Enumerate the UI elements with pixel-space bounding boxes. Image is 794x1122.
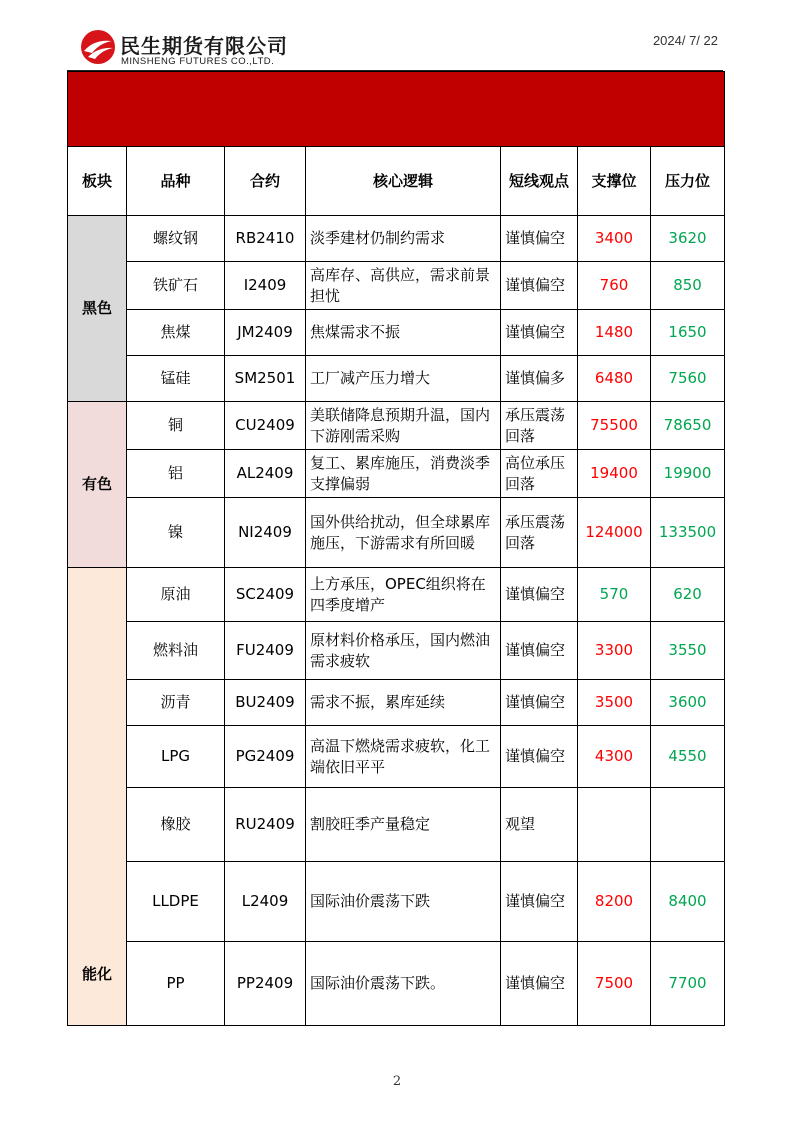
product-cell: PP xyxy=(127,942,225,1026)
product-cell: 锰硅 xyxy=(127,356,225,402)
red-banner xyxy=(68,72,725,147)
table-row xyxy=(68,216,725,262)
table-row xyxy=(68,402,725,450)
page-number: 2 xyxy=(392,1074,402,1089)
view-cell: 谨慎偏空 xyxy=(501,726,578,788)
contract-cell: I2409 xyxy=(225,262,306,310)
resistance-cell: 133500 xyxy=(651,498,725,568)
logic-cell: 上方承压，OPEC组织将在四季度增产 xyxy=(306,568,501,622)
logic-cell: 高温下燃烧需求疲软，化工端依旧平平 xyxy=(306,726,501,788)
table-row xyxy=(68,310,725,356)
support-cell: 8200 xyxy=(578,862,651,942)
view-cell: 谨慎偏空 xyxy=(501,216,578,262)
table-row xyxy=(68,622,725,680)
contract-cell: AL2409 xyxy=(225,450,306,498)
support-cell: 75500 xyxy=(578,402,651,450)
contract-cell: L2409 xyxy=(225,862,306,942)
company-name-cn: 民生期货有限公司 xyxy=(120,34,288,58)
table-row xyxy=(68,450,725,498)
company-logo xyxy=(80,27,320,71)
contract-cell: SC2409 xyxy=(225,568,306,622)
support-cell: 3500 xyxy=(578,680,651,726)
logic-cell: 复工、累库施压，消费淡季支撑偏弱 xyxy=(306,450,501,498)
col-header-view: 短线观点 xyxy=(501,147,578,216)
product-cell: 焦煤 xyxy=(127,310,225,356)
product-cell: 螺纹钢 xyxy=(127,216,225,262)
table-row xyxy=(68,568,725,622)
contract-cell: RB2410 xyxy=(225,216,306,262)
support-cell: 3300 xyxy=(578,622,651,680)
product-cell: 镍 xyxy=(127,498,225,568)
view-cell: 高位承压回落 xyxy=(501,450,578,498)
contract-cell: NI2409 xyxy=(225,498,306,568)
view-cell: 谨慎偏多 xyxy=(501,356,578,402)
contract-cell: JM2409 xyxy=(225,310,306,356)
logic-cell: 国际油价震荡下跌。 xyxy=(306,942,501,1026)
report-date: 2024/ 7/ 22 xyxy=(652,33,718,48)
company-name-en: MINSHENG FUTURES CO.,LTD. xyxy=(121,56,275,67)
header-row xyxy=(68,147,725,216)
logic-cell: 割胶旺季产量稳定 xyxy=(306,788,501,862)
support-cell: 6480 xyxy=(578,356,651,402)
product-cell: 沥青 xyxy=(127,680,225,726)
table-row xyxy=(68,788,725,862)
support-cell: 4300 xyxy=(578,726,651,788)
logic-cell: 焦煤需求不振 xyxy=(306,310,501,356)
logic-cell: 高库存、高供应，需求前景担忧 xyxy=(306,262,501,310)
support-cell: 570 xyxy=(578,568,651,622)
support-cell: 124000 xyxy=(578,498,651,568)
col-header-support: 支撑位 xyxy=(578,147,651,216)
table-row xyxy=(68,356,725,402)
resistance-cell: 3550 xyxy=(651,622,725,680)
resistance-cell: 4550 xyxy=(651,726,725,788)
resistance-cell: 3620 xyxy=(651,216,725,262)
support-cell: 19400 xyxy=(578,450,651,498)
sector-energy-chem: 能化 xyxy=(68,568,127,1026)
view-cell: 谨慎偏空 xyxy=(501,622,578,680)
resistance-cell: 19900 xyxy=(651,450,725,498)
logic-cell: 原材料价格承压，国内燃油需求疲软 xyxy=(306,622,501,680)
resistance-cell: 620 xyxy=(651,568,725,622)
contract-cell: CU2409 xyxy=(225,402,306,450)
view-cell: 谨慎偏空 xyxy=(501,862,578,942)
logic-cell: 国外供给扰动，但全球累库施压，下游需求有所回暖 xyxy=(306,498,501,568)
product-cell: 原油 xyxy=(127,568,225,622)
sector-nonferrous: 有色 xyxy=(68,402,127,568)
view-cell: 谨慎偏空 xyxy=(501,942,578,1026)
contract-cell: BU2409 xyxy=(225,680,306,726)
product-cell: 铁矿石 xyxy=(127,262,225,310)
view-cell: 谨慎偏空 xyxy=(501,568,578,622)
logic-cell: 需求不振，累库延续 xyxy=(306,680,501,726)
contract-cell: SM2501 xyxy=(225,356,306,402)
logic-cell: 美联储降息预期升温，国内下游刚需采购 xyxy=(306,402,501,450)
support-cell: 760 xyxy=(578,262,651,310)
table-row xyxy=(68,942,725,1026)
col-header-contract: 合约 xyxy=(225,147,306,216)
contract-cell: PG2409 xyxy=(225,726,306,788)
contract-cell: RU2409 xyxy=(225,788,306,862)
resistance-cell: 7700 xyxy=(651,942,725,1026)
resistance-cell: 1650 xyxy=(651,310,725,356)
view-cell: 谨慎偏空 xyxy=(501,680,578,726)
resistance-cell: 8400 xyxy=(651,862,725,942)
view-cell: 承压震荡回落 xyxy=(501,402,578,450)
support-cell: 7500 xyxy=(578,942,651,1026)
product-cell: 橡胶 xyxy=(127,788,225,862)
sector-black: 黑色 xyxy=(68,216,127,402)
table-row xyxy=(68,498,725,568)
logic-cell: 淡季建材仍制约需求 xyxy=(306,216,501,262)
product-cell: 铜 xyxy=(127,402,225,450)
view-cell: 谨慎偏空 xyxy=(501,310,578,356)
view-cell: 观望 xyxy=(501,788,578,862)
strategy-table xyxy=(67,71,725,1026)
product-cell: LPG xyxy=(127,726,225,788)
table-row xyxy=(68,862,725,942)
view-cell: 承压震荡回落 xyxy=(501,498,578,568)
resistance-cell xyxy=(651,788,725,862)
col-header-resistance: 压力位 xyxy=(651,147,725,216)
col-header-logic: 核心逻辑 xyxy=(306,147,501,216)
contract-cell: PP2409 xyxy=(225,942,306,1026)
product-cell: LLDPE xyxy=(127,862,225,942)
contract-cell: FU2409 xyxy=(225,622,306,680)
product-cell: 燃料油 xyxy=(127,622,225,680)
resistance-cell: 78650 xyxy=(651,402,725,450)
support-cell: 3400 xyxy=(578,216,651,262)
resistance-cell: 850 xyxy=(651,262,725,310)
resistance-cell: 7560 xyxy=(651,356,725,402)
support-cell: 1480 xyxy=(578,310,651,356)
resistance-cell: 3600 xyxy=(651,680,725,726)
view-cell: 谨慎偏空 xyxy=(501,262,578,310)
col-header-sector: 板块 xyxy=(68,147,127,216)
table-row xyxy=(68,680,725,726)
table-row xyxy=(68,262,725,310)
product-cell: 铝 xyxy=(127,450,225,498)
logic-cell: 国际油价震荡下跌 xyxy=(306,862,501,942)
table-row xyxy=(68,726,725,788)
logic-cell: 工厂减产压力增大 xyxy=(306,356,501,402)
minsheng-logo-icon xyxy=(80,29,116,65)
support-cell xyxy=(578,788,651,862)
col-header-product: 品种 xyxy=(127,147,225,216)
